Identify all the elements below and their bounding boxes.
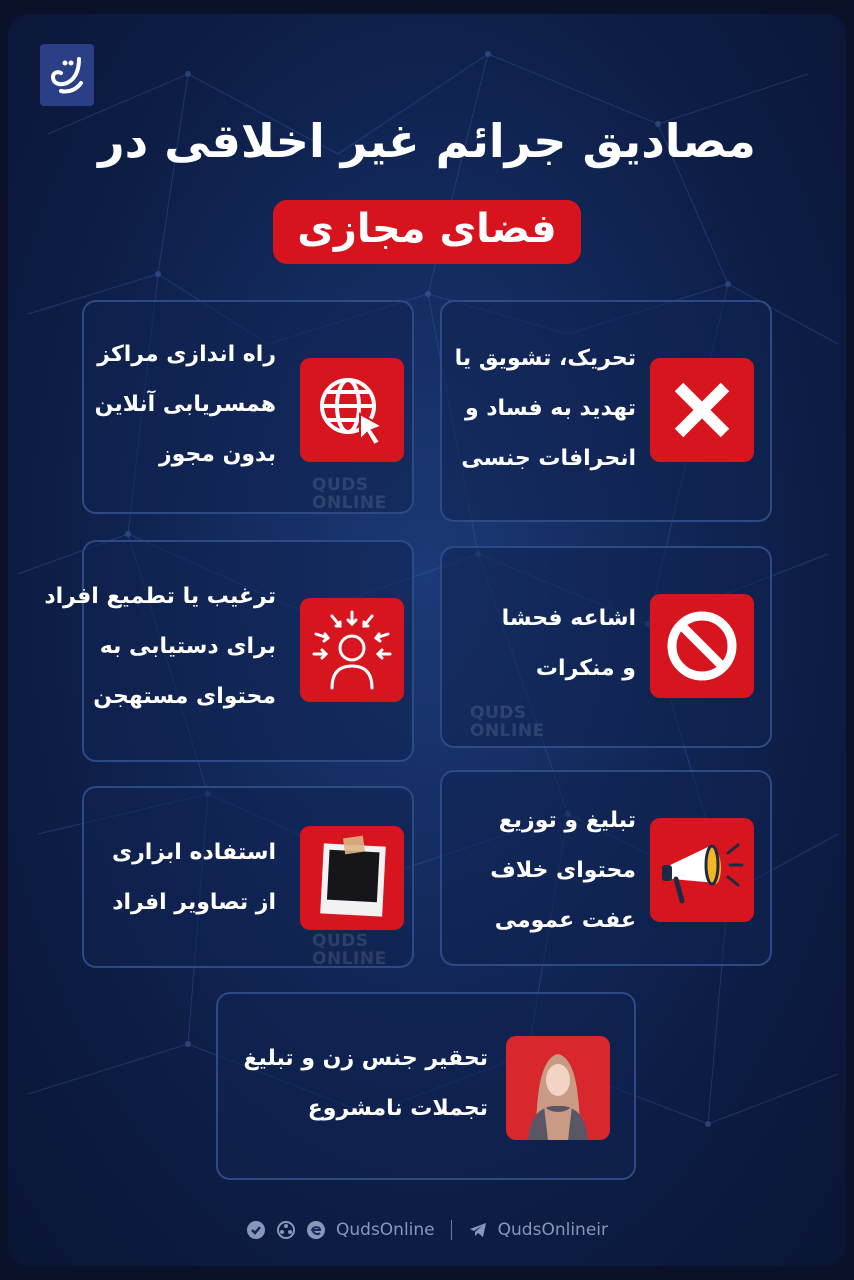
card-distribution bbox=[440, 770, 772, 966]
page-title: مصادیق جرائم غیر اخلاقی در bbox=[98, 114, 756, 168]
infographic-frame bbox=[8, 14, 846, 1266]
footer-handle-1[interactable]: QudsOnline bbox=[336, 1220, 435, 1240]
card-women-humiliation bbox=[216, 992, 636, 1180]
page-subtitle: فضای مجازی bbox=[273, 200, 581, 264]
eitaa-icon bbox=[306, 1220, 326, 1240]
verified-badge-icon bbox=[246, 1220, 266, 1240]
card-text: استفاده ابزاری از تصاویر افراد bbox=[111, 840, 276, 915]
subtitle-banner bbox=[8, 200, 846, 264]
card-matchmaking bbox=[82, 300, 414, 514]
cross-icon bbox=[650, 358, 754, 462]
prohibited-icon bbox=[650, 594, 754, 698]
photo-icon bbox=[300, 826, 404, 930]
telegram-icon bbox=[468, 1220, 488, 1240]
footer-social bbox=[8, 1220, 846, 1240]
watermark: QUDS ONLINE bbox=[312, 931, 387, 969]
card-text: تبلیغ و توزیع محتوای خلاف عفت عمومی bbox=[490, 808, 636, 933]
card-indecency bbox=[440, 546, 772, 748]
card-provocation bbox=[440, 300, 772, 522]
watermark: QUDS ONLINE bbox=[470, 703, 545, 741]
quds-logo bbox=[40, 44, 94, 106]
card-text: تحریک، تشویق یا تهدید به فساد و انحرافات جنسی bbox=[454, 346, 636, 471]
person-arrows-icon bbox=[300, 598, 404, 702]
card-enticement bbox=[44, 540, 414, 762]
watermark: QUDS ONLINE bbox=[312, 475, 387, 513]
megaphone-icon bbox=[650, 818, 754, 922]
aparat-icon bbox=[276, 1220, 296, 1240]
globe-cursor-icon bbox=[300, 358, 404, 462]
footer-handle-2[interactable]: QudsOnlineir bbox=[497, 1220, 608, 1240]
card-text: تحقیر جنس زن و تبلیغ تجملات نامشروع bbox=[243, 1046, 488, 1121]
footer-separator bbox=[451, 1220, 452, 1240]
veiled-woman-icon bbox=[506, 1036, 610, 1140]
card-image-misuse bbox=[82, 786, 414, 968]
card-text: راه اندازی مراکز همسریابی آنلاین بدون مجوز bbox=[94, 342, 276, 467]
card-text: اشاعه فحشا و منکرات bbox=[501, 606, 636, 681]
card-text: ترغیب یا تطمیع افراد برای دستیابی به محتوای مستهجن bbox=[44, 584, 276, 709]
